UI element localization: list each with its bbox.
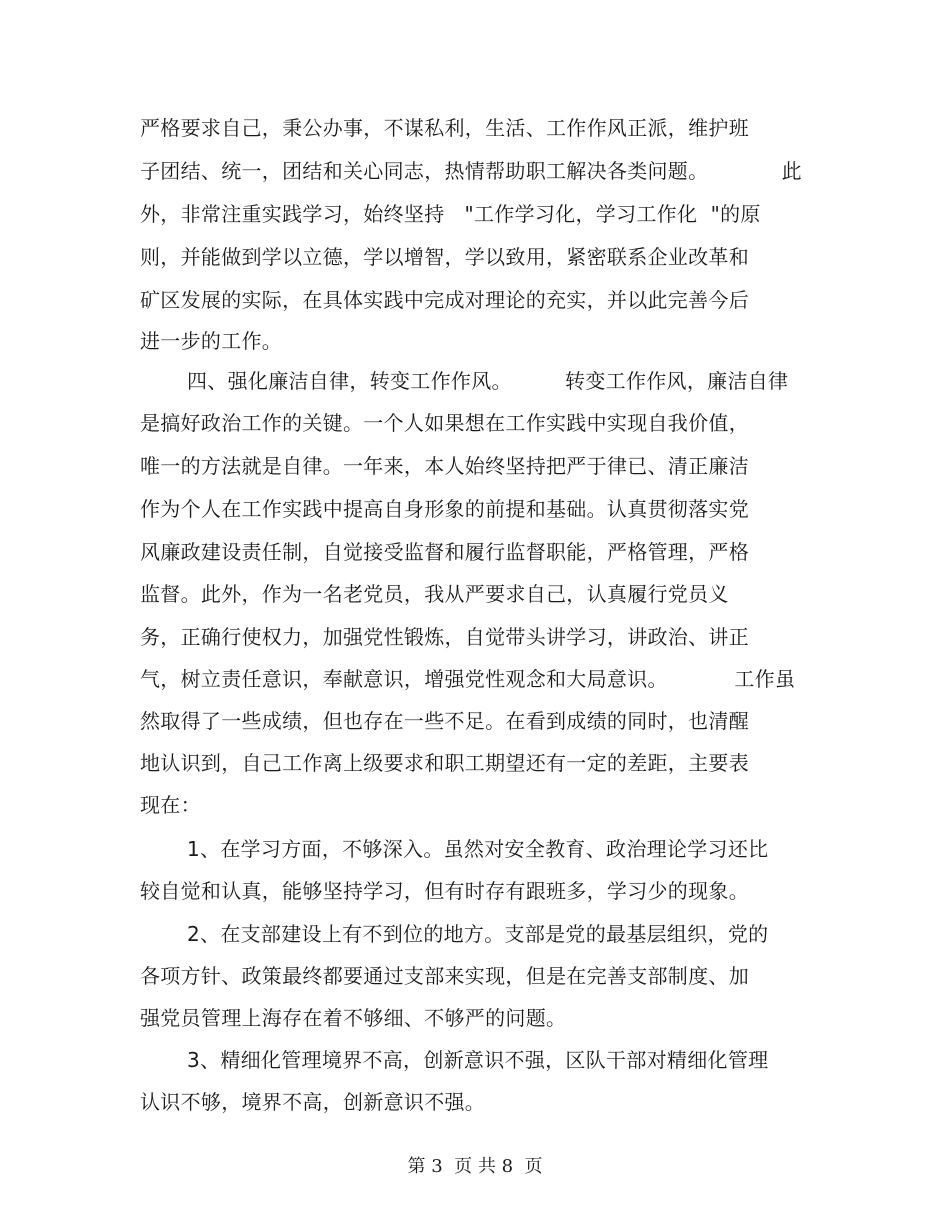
text-line: 气，树立责任意识，奉献意识，增强党性观念和大局意识。 工作虽 [140, 667, 796, 691]
list-item-line: 1、在学习方面，不够深入。虽然对安全教育、政治理论学习还比 [187, 837, 769, 861]
text-line: 风廉政建设责任制，自觉接受监督和履行监督职能，严格管理，严格 [140, 540, 749, 564]
text-line: 强党员管理上海存在着不够细、不够严的问题。 [140, 1006, 567, 1030]
text-line: 唯一的方法就是自律。一年来，本人始终坚持把严于律已、清正廉洁 [140, 454, 749, 478]
list-item-line: 2、在支部建设上有不到位的地方。支部是党的最基层组织，党的 [187, 922, 769, 946]
text-line: 各项方针、政策最终都要通过支部来实现，但是在完善支部制度、加 [140, 964, 749, 988]
text-line: 地认识到，自己工作离上级要求和职工期望还有一定的差距，主要表 [140, 751, 749, 775]
text-line: 现在： [140, 793, 201, 817]
text-line: 矿区发展的实际，在具体实践中完成对理论的充实，并以此完善今后 [140, 288, 749, 312]
text-line: 外，非常注重实践学习，始终坚持 "工作学习化，学习工作化 "的原 [140, 202, 761, 226]
text-line: 则，并能做到学以立德，学以增智，学以致用，紧密联系企业改革和 [140, 245, 749, 269]
page-number-footer: 第 3 页 共 8 页 [407, 1156, 543, 1177]
list-item-line: 3、精细化管理境界不高，创新意识不强，区队干部对精细化管理 [187, 1048, 769, 1072]
text-line: 严格要求自己，秉公办事，不谋私利，生活、工作作风正派，维护班 [140, 116, 749, 140]
text-line: 作为个人在工作实践中提高自身形象的前提和基础。认真贯彻落实党 [140, 497, 749, 521]
text-line: 监督。此外，作为一名老党员，我从严要求自己，认真履行党员义 [140, 582, 729, 606]
paragraph-heading-line: 四、强化廉洁自律，转变工作作风。 转变工作作风，廉洁自律 [187, 369, 789, 393]
text-line: 子团结、统一，团结和关心同志，热情帮助职工解决各类问题。 此 [140, 159, 802, 183]
text-line: 较自觉和认真，能够坚持学习，但有时存有跟班多，学习少的现象。 [140, 879, 749, 903]
text-line: 然取得了一些成绩，但也存在一些不足。在看到成绩的同时，也清醒 [140, 709, 749, 733]
text-line: 进一步的工作。 [140, 329, 283, 353]
text-line: 务，正确行使权力，加强党性锻炼，自觉带头讲学习，讲政治、讲正 [140, 625, 749, 649]
text-line: 认识不够，境界不高，创新意识不强。 [140, 1090, 486, 1114]
text-line: 是搞好政治工作的关键。一个人如果想在工作实践中实现自我价值， [140, 411, 749, 435]
